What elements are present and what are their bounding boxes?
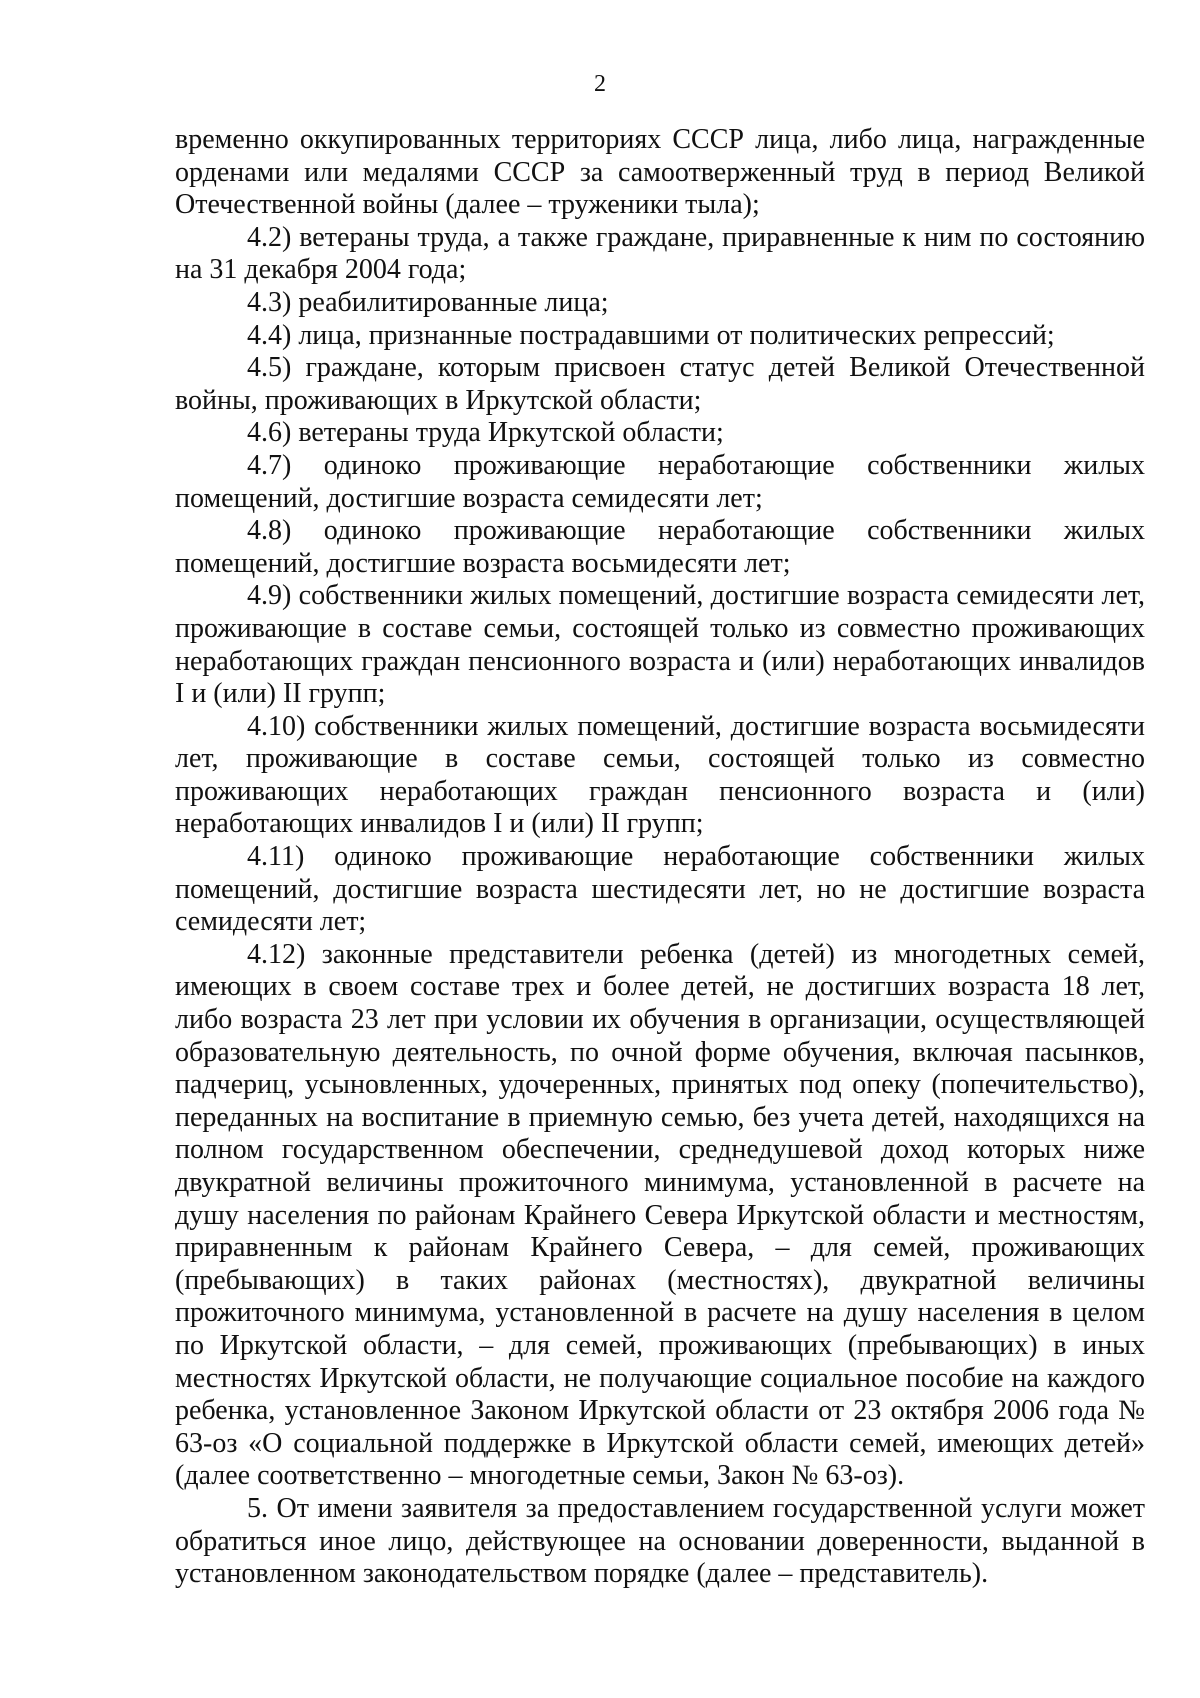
paragraph: 4.8) одиноко проживающие неработающие собственники жилых помещений, достигшие возраста восьмидесяти лет; [175,515,1145,579]
paragraph: 4.2) ветераны труда, а также граждане, приравненные к ним по состоянию на 31 декабря 2004 года; [175,221,1145,286]
paragraph: 4.10) собственники жилых помещений, достигшие возраста восьмидесяти лет, проживающие в составе семьи, состоящей только из совместно проживающих неработающих граждан пенсионного возраста и (или) неработающих инвалидов I и (или) II групп; [175,710,1145,840]
paragraph: 4.12) законные представители ребенка (детей) из многодетных семей, имеющих в своем составе трех и более детей, не достигших возраста 18 лет, либо возраста 23 лет при условии их обучения в организации, осуществляющей образовательную деятельность, по очной форме обучения, включая пасынков, падчериц, усыновленных, удочеренных, принятых под опеку (попечительство), переданных на воспитание в приемную семью, без учета детей, находящихся на полном государственном обеспечении, среднедушевой доход которых ниже двукратной величины прожиточного минимума, установленной в расчете на душу населения по районам Крайнего Севера Иркутской области и местностям, приравненным к районам Крайнего Севера, – для семей, проживающих (пребывающих) в таких районах (местностях), двукратной величины прожиточного минимума, установленной в расчете на душу населения в целом по Иркутской области, – для семей, проживающих (пребывающих) в иных местностях Иркутской области, не получающие социальное пособие на каждого ребенка, установленное Законом Иркутской области от 23 октября 2006 года № 63-оз «О социальной поддержке в Иркутской области семей, имеющих детей» (далее соответственно – многодетные семьи, Закон № 63-оз). [175,938,1145,1492]
paragraph: 4.4) лица, признанные пострадавшими от политических репрессий; [247,319,1055,351]
page-number: 2 [594,71,606,97]
paragraph: 4.7) одиноко проживающие неработающие собственники жилых помещений, достигшие возраста семидесяти лет; [175,449,1145,514]
paragraph: 4.5) граждане, которым присвоен статус детей Великой Отечественной войны, проживающих в Иркутской области; [175,352,1145,416]
paragraph: 5. От имени заявителя за предоставлением государственной услуги может обратиться иное лицо, действующее на основании доверенности, выданной в установленном законодательством порядке (далее – представитель). [175,1492,1145,1590]
paragraph: 4.6) ветераны труда Иркутской области; [247,417,724,449]
body-text [175,124,1145,1591]
paragraph: 4.3) реабилитированные лица; [247,286,609,318]
paragraph: 4.11) одиноко проживающие неработающие собственники жилых помещений, достигшие возраста шестидесяти лет, но не достигшие возраста семидесяти лет; [175,841,1145,938]
paragraph: 4.9) собственники жилых помещений, достигшие возраста семидесяти лет, проживающие в составе семьи, состоящей только из совместно проживающих неработающих граждан пенсионного возраста и (или) неработающих инвалидов I и (или) II групп; [175,580,1145,710]
paragraph: временно оккупированных территориях СССР лица, либо лица, награжденные орденами или медалями СССР за самоотверженный труд в период Великой Отечественной войны (далее – труженики тыла); [175,124,1145,221]
